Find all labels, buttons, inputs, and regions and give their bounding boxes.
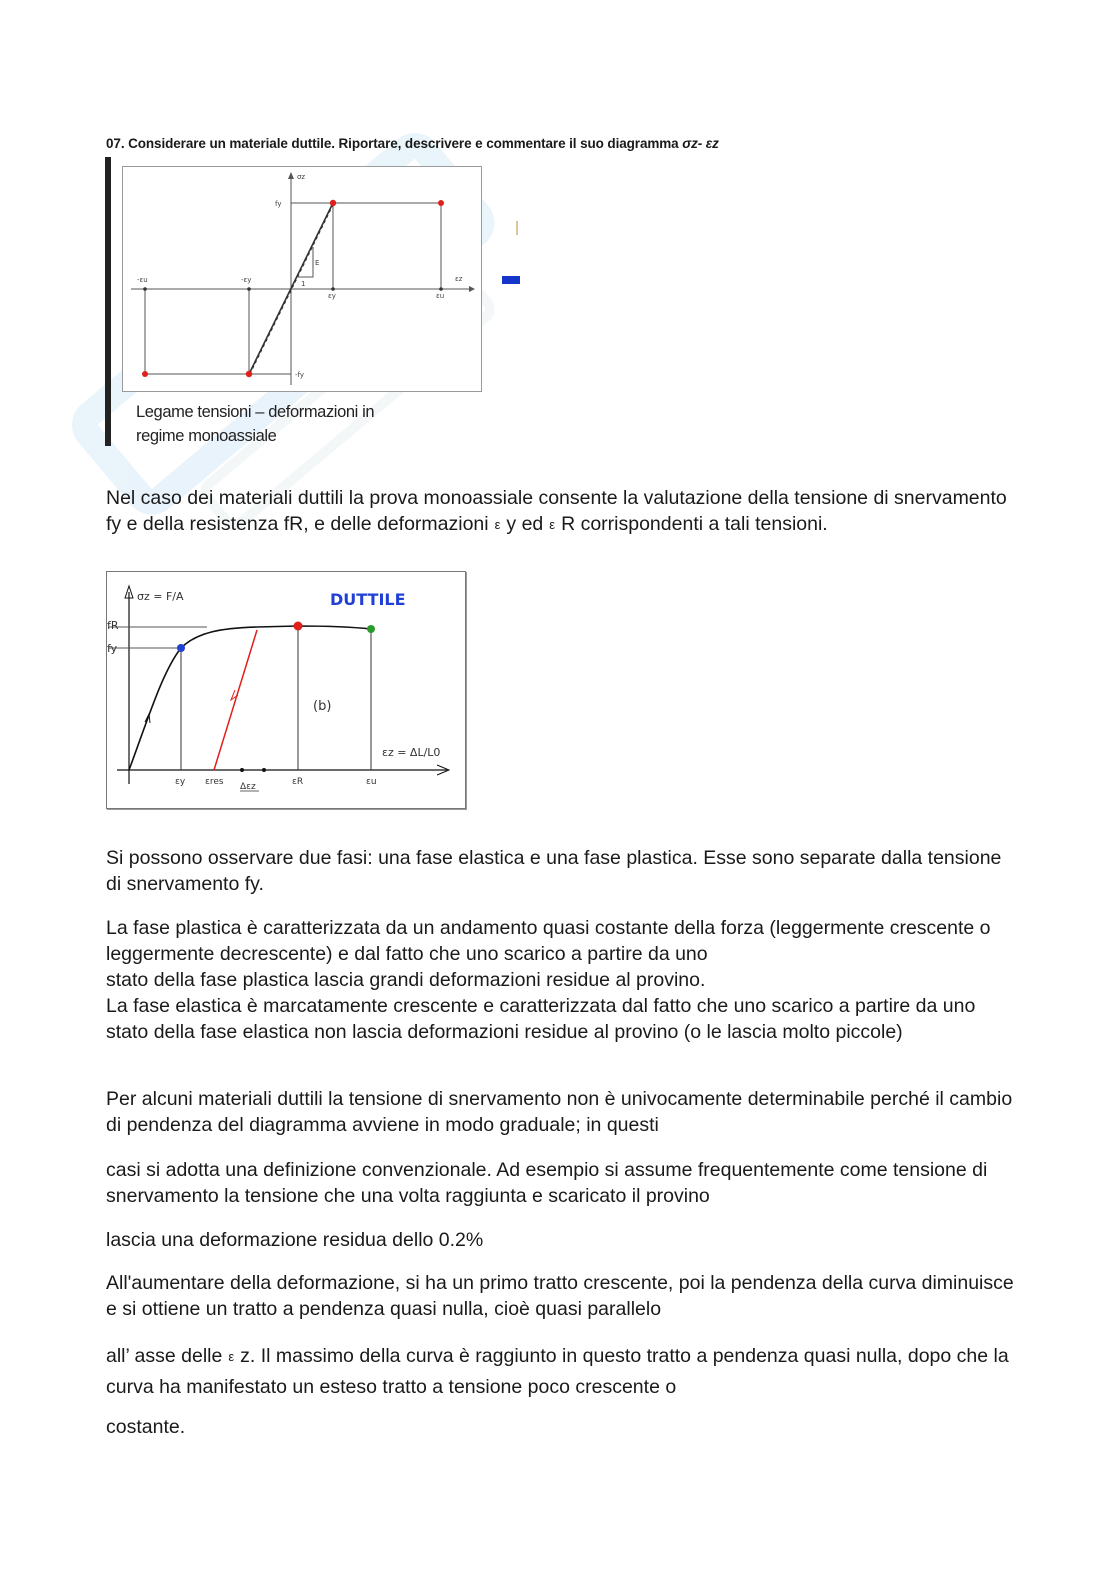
side-mark [516, 221, 518, 235]
fig1-label-neg-eps-u: -εu [137, 276, 148, 284]
question-title: 07. Considerare un materiale duttile. Riportare, descrivere e commentare il suo diagramma σz- εz [106, 136, 719, 151]
figure1-caption [136, 400, 374, 448]
fig1-label-eps-u: εu [436, 292, 445, 300]
figure1-caption-line1: Legame tensioni – deformazioni in [136, 403, 375, 421]
fig2-tick-res [240, 768, 244, 772]
fig1-label-neg-fy: -fy [295, 371, 305, 379]
fig2-point-fR [294, 622, 303, 631]
paragraph-intro: Nel caso dei materiali duttili la prova monoassiale consente la valutazione della tensione di snervamento fy e della resistenza fR, e delle deformazioni ε y ed ε R corrispondenti a tali tensioni. [106, 487, 1007, 535]
paragraph-plastic-line1: La fase plastica è caratterizzata da un andamento quasi costante della forza (leggermente crescente o leggermente decrescente) e dal fatto che uno scarico a partire da uno [106, 917, 991, 965]
fig1-label-fy: fy [275, 200, 282, 208]
fig1-label-E: E [315, 259, 320, 267]
fig1-point-plateau-end [438, 200, 444, 206]
fig2-x-axis-label: εz = ΔL/L0 [382, 746, 441, 759]
paragraph-conventional: casi si adotta una definizione convenzionale. Ad esempio si assume frequentemente come tensione di snervamento la tensione che una volta raggiunta e scaricato il provino [106, 1159, 988, 1207]
paragraph-maximum: all’ asse delle ε z. Il massimo della curva è raggiunto in questo tratto a pendenza quasi nulla, dopo che la curva ha manifestato un esteso tratto a tensione poco crescente o [106, 1345, 1009, 1398]
fig2-tick-eps-R: εR [292, 777, 304, 787]
paragraph-yield-definition: Per alcuni materiali duttili la tensione di snervamento non è univocamente determinabile perché il cambio di pendenza del diagramma avviene in modo graduale; in questi [106, 1088, 1013, 1136]
quote-bar [105, 157, 111, 446]
fig1-point-neg-fy [246, 371, 252, 377]
fig1-label-eps-y: εy [328, 292, 336, 300]
fig2-label-region: (b) [313, 699, 332, 714]
side-blue-mark [502, 276, 520, 284]
fig2-tick-delta-eps: Δεz [240, 782, 256, 792]
fig2-tick-eps-res: εres [205, 777, 224, 787]
paragraph-plastic-phase [106, 915, 1016, 1045]
fig2-tick-eps-y: εy [175, 777, 186, 787]
fig1-point-neg-end [142, 371, 148, 377]
figure-ductile-curve [106, 571, 466, 809]
fig2-label-fy: fy [107, 642, 118, 655]
fig1-tick-eps-y [331, 287, 335, 291]
paragraph-residual: lascia una deformazione residua dello 0.2% [106, 1229, 484, 1251]
figure1-caption-line2: regime monoassiale [136, 427, 277, 445]
fig1-y-arrow [288, 172, 294, 179]
fig1-tick-neg-eps-u [143, 287, 147, 291]
paragraph-end: costante. [106, 1416, 186, 1438]
fig1-label-neg-eps-y: -εy [241, 276, 252, 284]
fig1-x-arrow [469, 286, 475, 292]
paragraph-trend: All'aumentare della deformazione, si ha un primo tratto crescente, poi la pendenza della curva diminuisce e si ottiene un tratto a pendenza quasi nulla, cioè quasi parallelo [106, 1272, 1014, 1320]
fig2-unloading-line [214, 630, 257, 770]
fig2-label-fR: fR [107, 619, 119, 632]
fig1-tick-eps-u [439, 287, 443, 291]
fig2-point-rupture [367, 625, 375, 633]
fig2-tick-eps-u: εu [366, 777, 377, 787]
fig2-tick-delta [262, 768, 266, 772]
fig1-point-fy [330, 200, 336, 206]
question-symbol: σz- εz [682, 136, 719, 151]
fig2-point-fy [177, 644, 185, 652]
fig2-y-axis-label: σz = F/A [137, 590, 184, 603]
fig1-label-y-axis: σz [297, 173, 306, 181]
figure-elastoplastic-diagram [122, 166, 482, 392]
fig1-tick-neg-eps-y [247, 287, 251, 291]
paragraph-elastic-phase: La fase elastica è marcatamente crescente e caratterizzata dal fatto che uno scarico a partire da uno stato della fase elastica non lascia deformazioni residue al provino (o le lascia molto piccole) [106, 995, 976, 1043]
fig1-label-x-axis: εz [455, 275, 463, 283]
fig2-title: DUTTILE [330, 590, 406, 609]
paragraph-phases: Si possono osservare due fasi: una fase elastica e una fase plastica. Esse sono separate dalla tensione di snervamento fy. [106, 847, 1002, 895]
paragraph-plastic-line2: stato della fase plastica lascia grandi deformazioni residue al provino. [106, 969, 706, 991]
fig1-label-one: 1 [301, 280, 306, 288]
